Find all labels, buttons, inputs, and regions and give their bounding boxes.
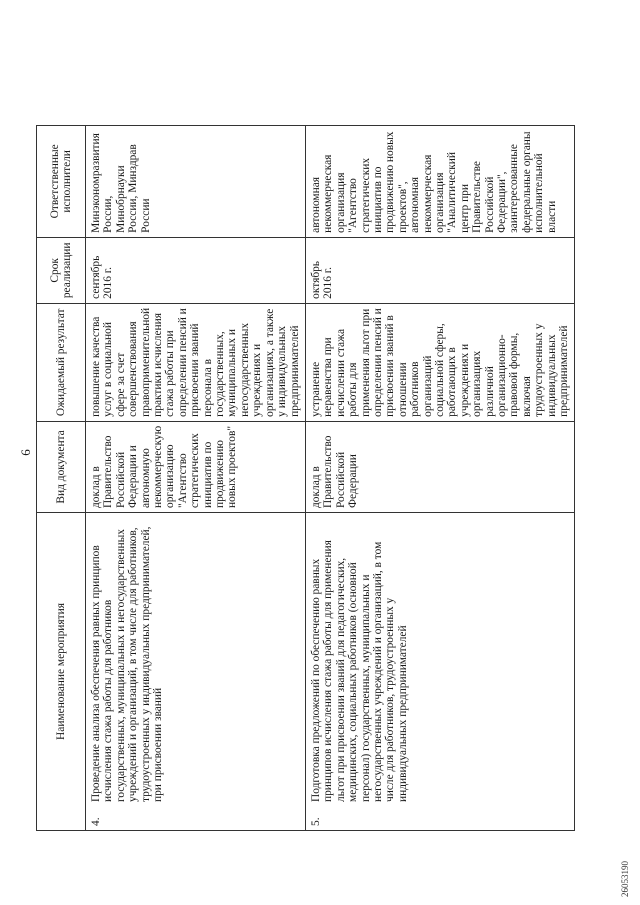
row-term: сентябрь 2016 г. <box>86 237 306 303</box>
row-result: повышение качества услуг в социальной сфере за счет совершенствования правоприменительной практики исчисления стажа работы при определении пенсий и присвоении званий персонала в государственных, муниципальных и негосударственных учреждениях и организациях, а также у индивидуальных предпринимателей <box>86 303 306 421</box>
row-result: устранение неравенства при исчислении стажа работы для применения льгот при определении пенсий и присвоении званий в отношении работников организаций социальной сферы, работающих в учреждениях и организациях различной организационно-правовой формы, включая трудоустроенных у индивидуальных предпринимателей <box>305 303 575 421</box>
row-responsible: автономная некоммерческая организация "Агентство стратегических инициатив по продвижению новых проектов", автономная некоммерческая организация "Аналитический центр при Правительстве Российской Федерации", заинтересованные федеральные органы исполнительной власти <box>305 125 575 237</box>
header-name: Наименование мероприятия <box>37 513 86 831</box>
row-name: Подготовка предложений по обеспечению равных принципов исчисления стажа работы для применения льгот при присвоении званий для педагогических, медицинских, социальных работников (основной персонал) государственных, муниципальных и негосударственных учреждений и организаций, в том числе для работников, трудоустроенных у индивидуальных предпринимателей <box>309 540 409 802</box>
header-responsible: Ответственные исполнители <box>37 125 86 237</box>
row-doc-type: доклад в Правительство Российской Федерации <box>305 421 575 512</box>
measures-table <box>36 125 575 831</box>
row-responsible: Минэкономразвития России, Минобрнауки России, Минздрав России <box>86 125 306 237</box>
table-header-row <box>37 125 86 830</box>
row-name-cell <box>305 513 575 831</box>
document-id: 26053190 <box>620 861 630 897</box>
header-result: Ожидаемый результат <box>37 303 86 421</box>
row-term: октябрь 2016 г. <box>305 237 575 303</box>
row-number: 4. <box>90 817 102 826</box>
row-name-cell <box>86 513 306 831</box>
row-name: Проведение анализа обеспечения равных принципов исчисления стажа работы для работников государственных, муниципальных и негосударственных учреждений и организаций, в том числе для работников, трудоустроенных у индивидуальных предпринимателей, при присвоении званий <box>90 526 165 802</box>
table-row <box>86 125 306 830</box>
row-doc-type: доклад в Правительство Российской Федерации и автономную некоммерческую организацию "Агентство стратегических инициатив по продвижению новых проектов" <box>86 421 306 512</box>
page-number: 6 <box>18 449 33 456</box>
header-doc-type: Вид документа <box>37 421 86 512</box>
header-term: Срок реализации <box>37 237 86 303</box>
row-number: 5. <box>309 817 322 826</box>
table-row <box>305 125 575 830</box>
